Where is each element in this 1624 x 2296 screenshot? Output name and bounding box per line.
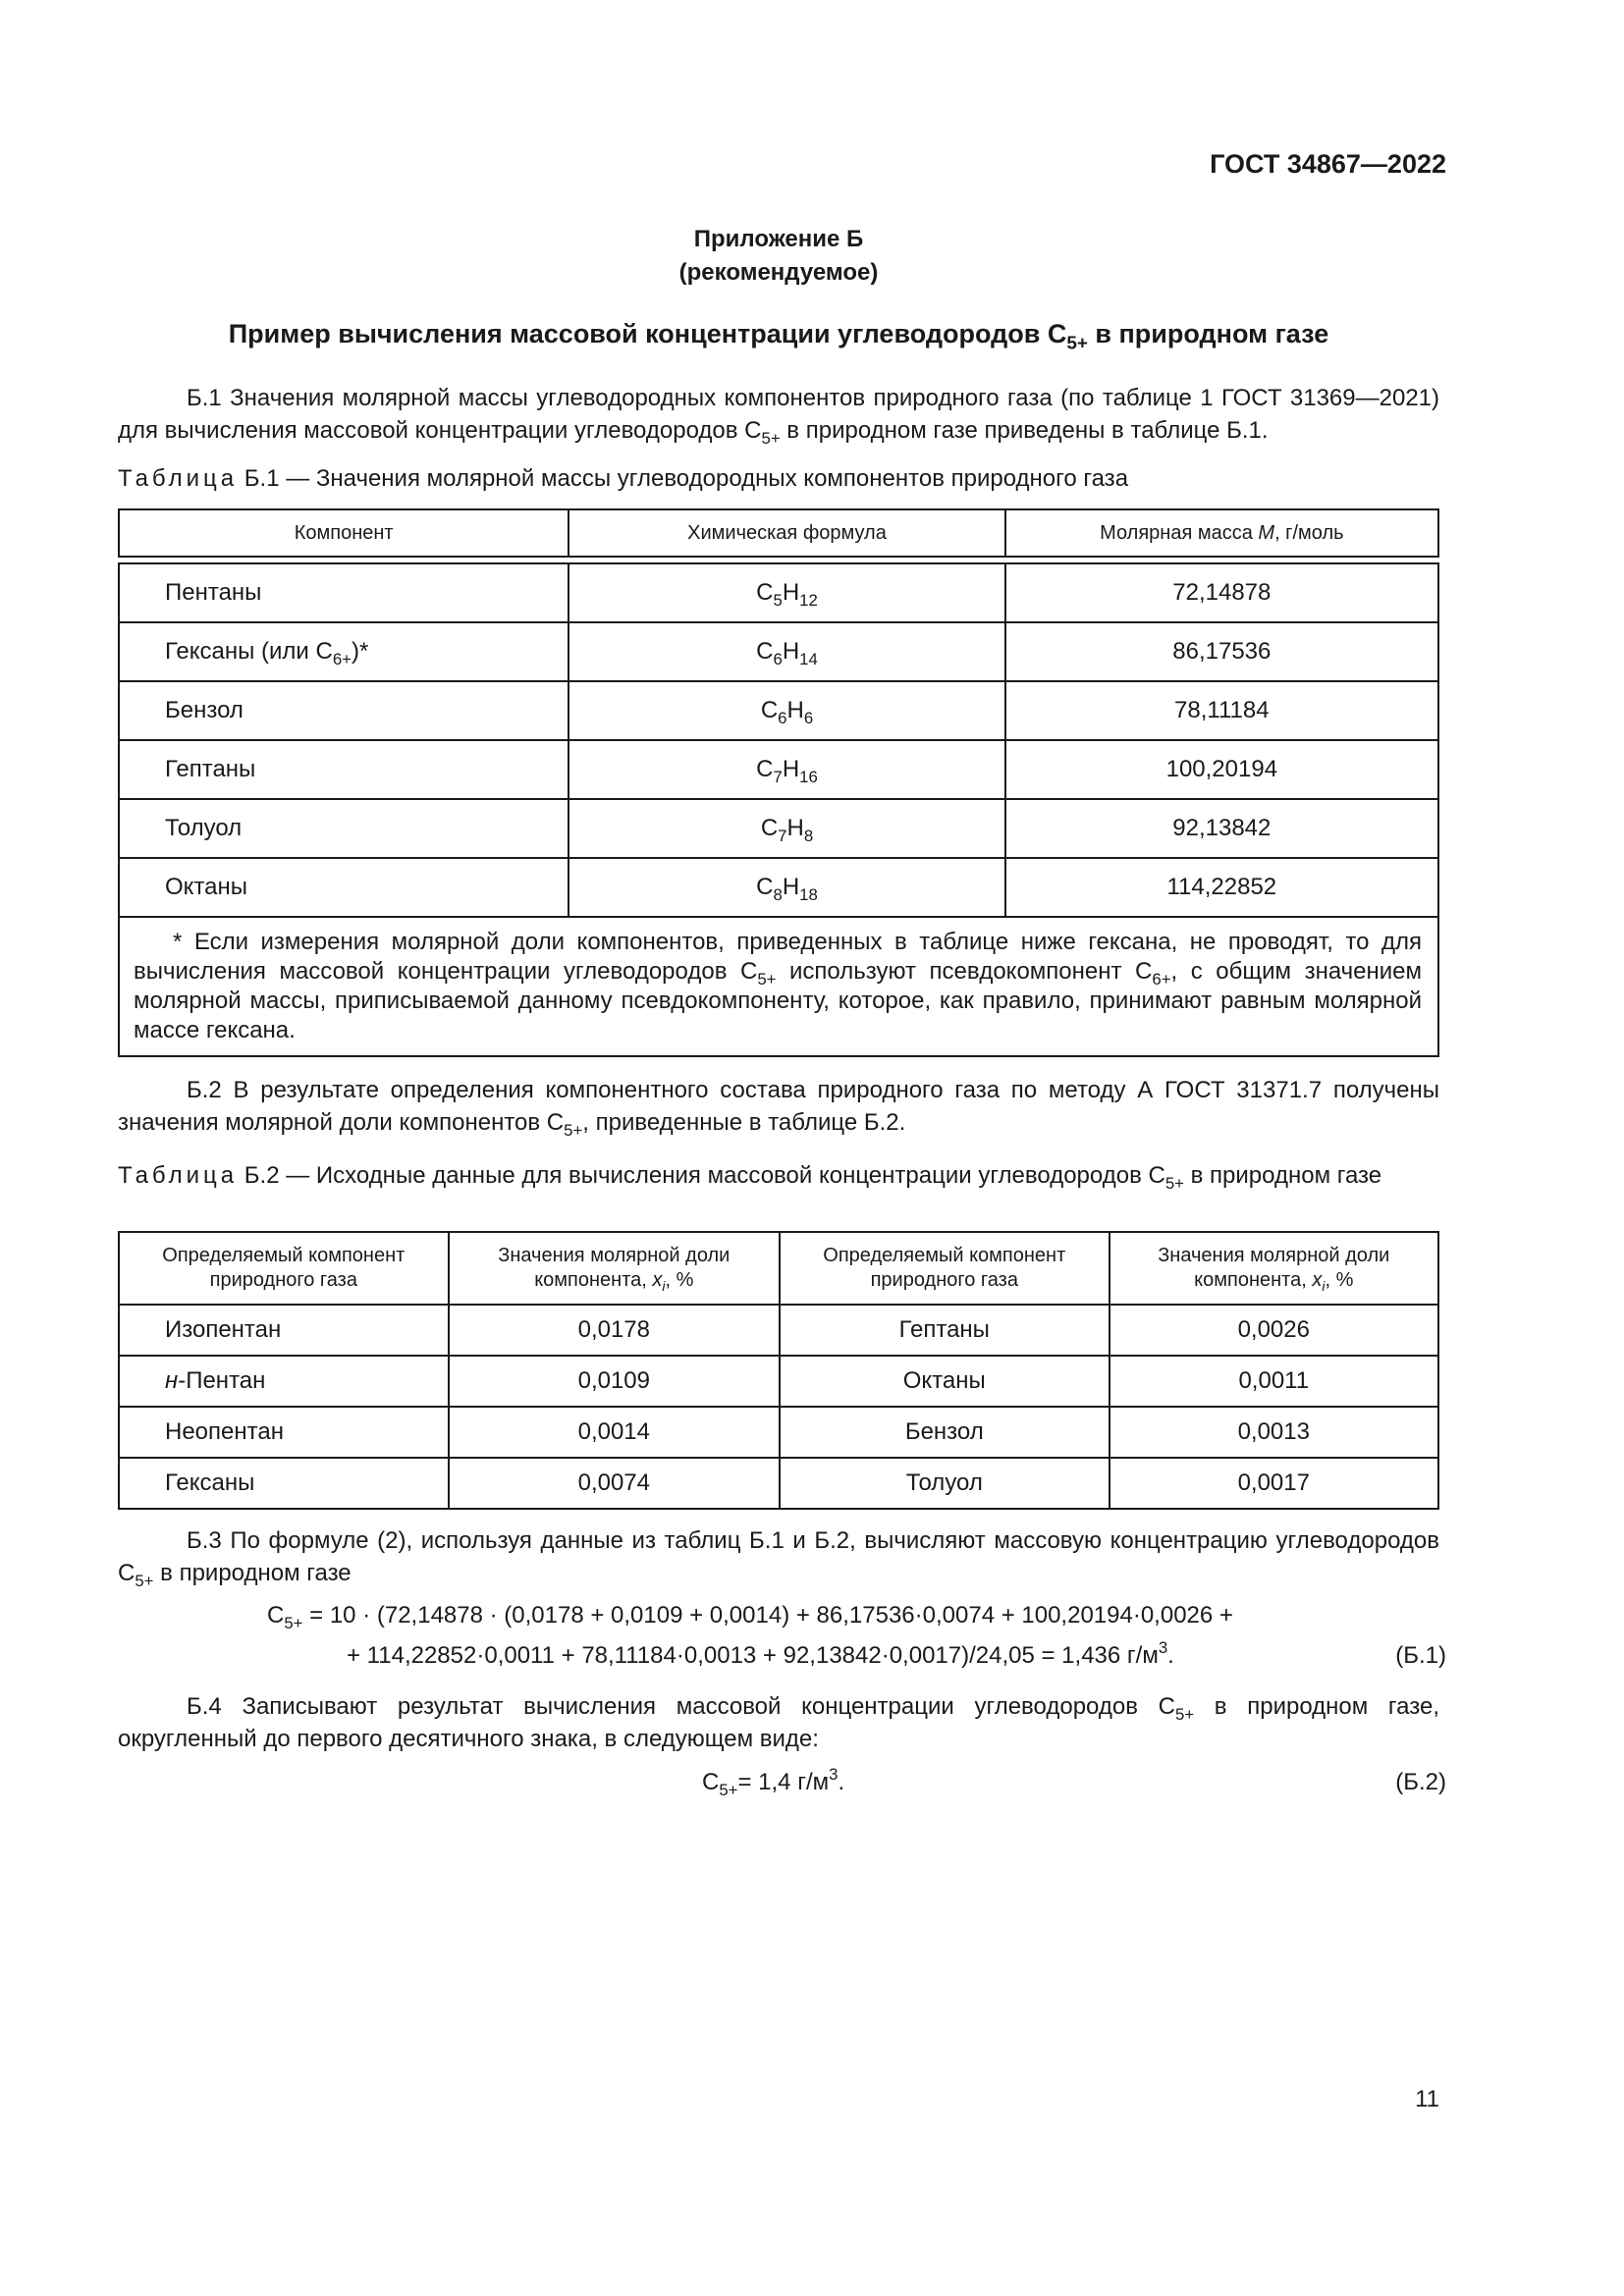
molar-fraction: 0,0026 <box>1110 1305 1438 1356</box>
table-row <box>119 622 1438 681</box>
component-name: Гексаны (или $С_{6+})*$ <box>119 622 568 681</box>
molar-fraction: 0,0074 <box>449 1458 780 1509</box>
col-component-right: Определяемый компонент природного газа <box>780 1232 1110 1305</box>
table-molar-mass <box>118 508 1439 1057</box>
chemical-formula: $C_6H_6$ <box>568 681 1004 740</box>
col-formula: Химическая формула <box>568 509 1004 557</box>
paragraph-b1: Б.1 Значения молярной массы углеводородных компонентов природного газа (по таблице 1 ГОСТ 31369—2021) для вычисления массовой концентрации углеводородов $С_{5+}$ в природном газе приведены в таблице Б.1. <box>118 385 1439 448</box>
molar-mass: 100,20194 <box>1005 740 1438 799</box>
table-row <box>119 799 1438 858</box>
table-row <box>119 1458 1438 1509</box>
table1-header-separator <box>119 557 1438 563</box>
table2-header-row <box>119 1232 1438 1305</box>
component-name: Бензол <box>119 681 568 740</box>
table1-footnote-row <box>119 917 1438 1056</box>
component-name: Гексаны <box>119 1458 449 1509</box>
formula-b1-number: (Б.1) <box>1395 1642 1446 1669</box>
component-name: Гептаны <box>119 740 568 799</box>
molar-mass: 78,11184 <box>1005 681 1438 740</box>
col-value-right: Значения молярной доли компонента, $x_i$, % <box>1110 1232 1438 1305</box>
table-row <box>119 681 1438 740</box>
table-row <box>119 1356 1438 1407</box>
col-component: Компонент <box>119 509 568 557</box>
table-row <box>119 1407 1438 1458</box>
appendix-title: Приложение Б <box>693 226 864 252</box>
formula-b2: $С_{5+}= 1,4$ $г/м^3$. <box>702 1764 845 1799</box>
component-name: Гептаны <box>780 1305 1110 1356</box>
table-row <box>119 563 1438 622</box>
molar-fraction: 0,0013 <box>1110 1407 1438 1458</box>
component-name: Изопентан <box>119 1305 449 1356</box>
chemical-formula: $C_6H_{14}$ <box>568 622 1004 681</box>
molar-fraction: 0,0017 <box>1110 1458 1438 1509</box>
molar-fraction: 0,0109 <box>449 1356 780 1407</box>
component-name: Октаны <box>780 1356 1110 1407</box>
col-component-left: Определяемый компонент природного газа <box>119 1232 449 1305</box>
appendix-subtitle: (рекомендуемое) <box>678 259 879 286</box>
appendix-heading: Пример вычисления массовой концентрации углеводородов $С_{5+}$ в природном газе <box>228 319 1329 354</box>
table1-footnote: * Если измерения молярной доли компонентов, приведенных в таблице ниже гексана, не проводят, то для вычисления массовой концентрации углеводородов $С_{5+}$ используют псевдокомпонент $С_{6+}$, с общим значением молярной массы, приписываемой данному псевдокомпоненту, которое, как правило, принимают равным молярной массе гексана. <box>119 917 1438 1056</box>
formula-b1-line1: $С_{5+} = 10 \cdot (72,14878 \cdot (0,0178 + 0,0109 + 0,0014) + 86,17536\cdot 0,0074 + 100,20194\cdot 0,0026$ + <box>267 1602 1233 1632</box>
component-name: Толуол <box>780 1458 1110 1509</box>
standard-number: ГОСТ 34867—2022 <box>1210 149 1446 179</box>
chemical-formula: $C_7H_{16}$ <box>568 740 1004 799</box>
table-row <box>119 740 1438 799</box>
chemical-formula: $C_5H_{12}$ <box>568 563 1004 622</box>
component-name: Пентаны <box>119 563 568 622</box>
molar-mass: 114,22852 <box>1005 858 1438 917</box>
molar-fraction: 0,0014 <box>449 1407 780 1458</box>
paragraph-b4: Б.4 Записывают результат вычисления массовой концентрации углеводородов $С_{5+}$ в природном газе, округленный до первого десятичного знака, в следующем виде: <box>118 1693 1439 1752</box>
formula-b2-number: (Б.2) <box>1395 1769 1446 1795</box>
table1-header-row <box>119 509 1438 557</box>
page-number: 11 <box>1415 2086 1439 2112</box>
col-molar-mass: Молярная масса М, г/моль <box>1005 509 1438 557</box>
chemical-formula: $C_8H_{18}$ <box>568 858 1004 917</box>
col-value-left: Значения молярной доли компонента, $x_i$, % <box>449 1232 780 1305</box>
formula-b1-line2: + 114,22852·0,0011 + 78,11184·0,0013 + 92,13842·0,0017)/24,05 = 1,436 $г/м^3$. <box>347 1637 1174 1669</box>
paragraph-b2: Б.2 В результате определения компонентного состава природного газа по методу А ГОСТ 31371.7 получены значения молярной доли компонентов $С_{5+}$, приведенные в таблице Б.2. <box>118 1077 1439 1140</box>
table2-caption: Таблица Б.2 — Исходные данные для вычисления массовой концентрации углеводородов $С_{5+}$ в природном газе <box>118 1162 1382 1193</box>
chemical-formula: $C_7H_8$ <box>568 799 1004 858</box>
table-row <box>119 1305 1438 1356</box>
molar-fraction: 0,0178 <box>449 1305 780 1356</box>
component-name: Октаны <box>119 858 568 917</box>
component-name: н-Пентан <box>119 1356 449 1407</box>
component-name: Бензол <box>780 1407 1110 1458</box>
component-name: Неопентан <box>119 1407 449 1458</box>
molar-mass: 92,13842 <box>1005 799 1438 858</box>
molar-mass: 72,14878 <box>1005 563 1438 622</box>
molar-mass: 86,17536 <box>1005 622 1438 681</box>
table-source-data <box>118 1231 1439 1510</box>
component-name: Толуол <box>119 799 568 858</box>
paragraph-b3: Б.3 По формуле (2), используя данные из таблиц Б.1 и Б.2, вычисляют массовую концентрацию углеводородов $С_{5+}$ в природном газе <box>118 1527 1439 1590</box>
table1-caption: Таблица Б.1 — Значения молярной массы углеводородных компонентов природного газа <box>118 465 1129 492</box>
molar-fraction: 0,0011 <box>1110 1356 1438 1407</box>
table-row <box>119 858 1438 917</box>
